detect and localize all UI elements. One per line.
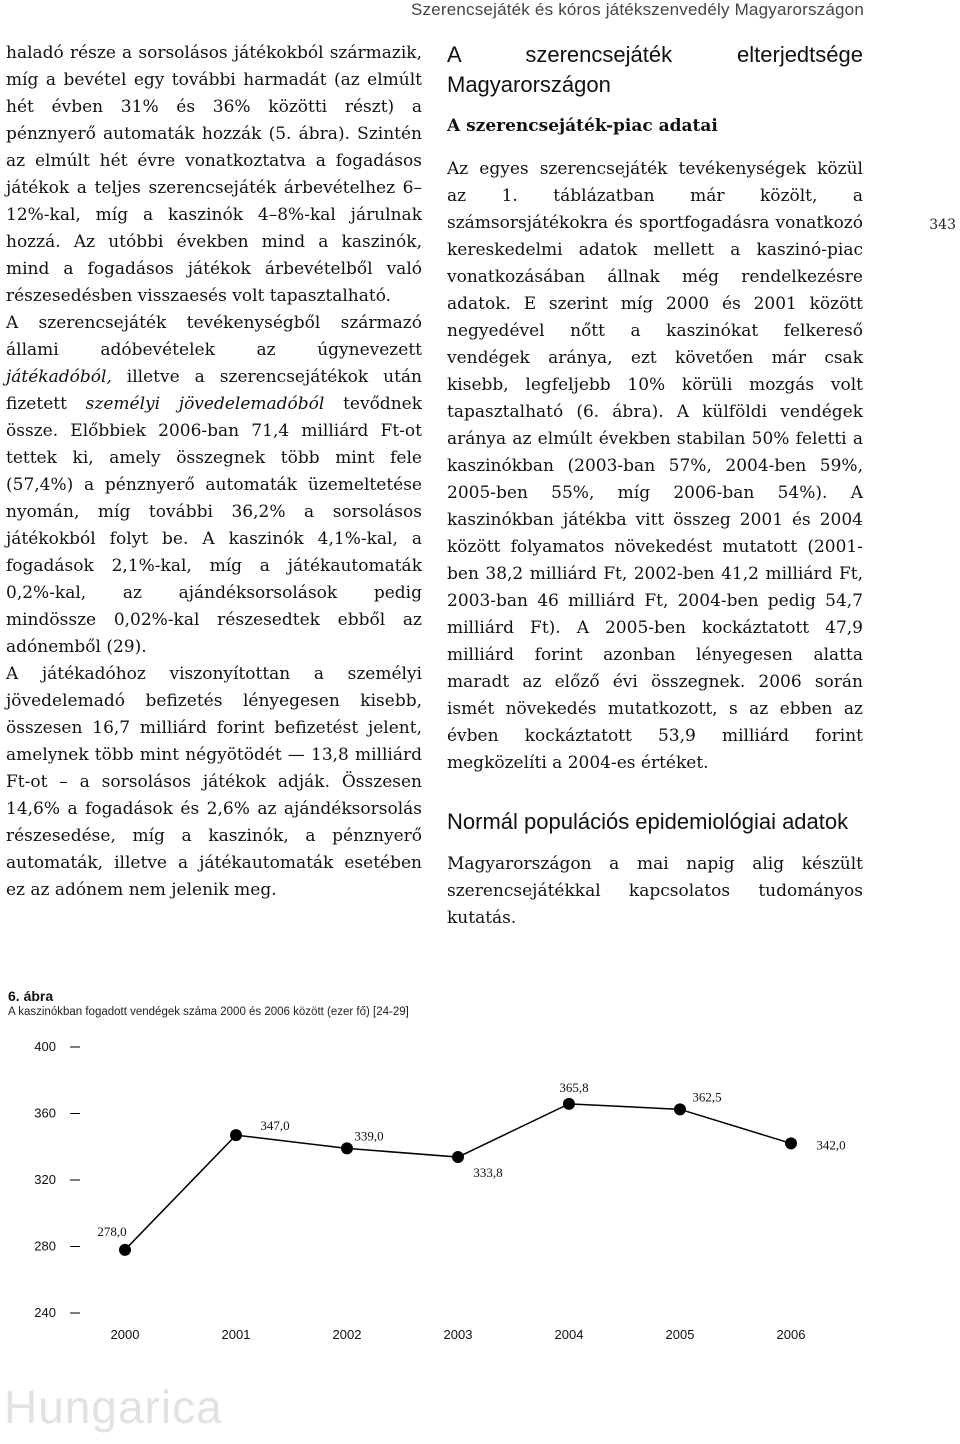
paragraph: Magyarországon a mai napig alig készült szerencsejátékkal kapcsolatos tudományos kutatás. [447, 854, 863, 928]
x-tick-label: 2003 [443, 1327, 473, 1342]
data-point [452, 1151, 464, 1163]
figure-caption: A kaszinókban fogadott vendégek száma 2000 és 2006 között (ezer fő) [24-29] [8, 1006, 409, 1018]
y-tick-label: 400 [34, 1039, 56, 1054]
x-tick-label: 2001 [221, 1327, 251, 1342]
data-label: 333,8 [473, 1165, 503, 1181]
data-label: 365,8 [559, 1079, 589, 1095]
paragraph: haladó része a sorsolásos játékokból származik, míg a bevétel egy további harmadát (az elmúlt hét évben 31% és 36% közötti részt) a pénznyerő automaták hozzák (5. ábra). Szintén az elmúlt hét évre vonatkoztatva a fogadásos játékok a teljes szerencsejáték árbevételhez 6–12%-kal, míg a kaszinók 4–8%-kal járulnak hozzá. Az utóbbi években mind a kaszinók, mind a fogadásos játékok árbevételből való részesedésben visszaesés volt tapasztalható. [6, 43, 422, 306]
right-column [447, 40, 863, 932]
y-tick-label: 280 [34, 1238, 56, 1254]
figure-label: 6. ábra [8, 988, 54, 1004]
y-tick-label: 240 [34, 1305, 56, 1320]
emphasis: játékadóból, [6, 367, 112, 387]
paragraph: Az egyes szerencsejáték tevékenységek közül az 1. táblázatban már közölt, a számsorsjátékokra és sportfogadásra vonatkozó kereskedelmi adatok mellett a kaszinó-piac vonatkozásában állnak még rendelkezésre adatok. E szerint míg 2000 és 2001 között negyedével nőtt a kaszinókat felkereső vendégek aránya, ezt követően már csak kisebb, legfeljebb 10% körüli mozgás volt tapasztalható (6. ábra). A külföldi vendégek aránya az elmúlt években stabilan 50% feletti a kaszinókban (2003-ban 57%, 2004-ben 59%, 2005-ben 55%, míg 2006-ban 54%). A kaszinókban játékba vitt összeg 2001 és 2004 között folyamatos növekedést mutatott (2001-ben 38,2 milliárd Ft, 2002-ben 41,2 milliárd Ft, 2003-ban 46 milliárd Ft, 2004-ben pedig 54,7 milliárd Ft). A 2005-ben kockáztatott 47,9 milliárd forint azonban lényegesen alatta maradt az előző évi összegnek. 2006 során ismét növekedés mutatkozott, s az ebben az évben kockáztatott 53,9 milliárd forint megközelíti a 2004-es értéket. [447, 159, 863, 773]
data-point [230, 1129, 242, 1141]
data-label: 278,0 [97, 1223, 127, 1239]
x-tick-label: 2005 [665, 1327, 695, 1342]
x-tick-label: 2002 [332, 1327, 362, 1342]
line-chart [0, 988, 960, 1388]
data-point [674, 1103, 686, 1115]
paragraph [6, 310, 422, 661]
data-point [785, 1137, 797, 1149]
left-column [6, 40, 422, 904]
running-header: Szerencsejáték és kóros játékszenvedély Magyarországon [410, 0, 864, 19]
section-title: A szerencsejáték elterjedtsége Magyarországon [447, 42, 863, 97]
y-tick-label: 360 [34, 1105, 56, 1121]
data-label: 339,0 [354, 1128, 384, 1144]
x-tick-label: 2000 [110, 1327, 140, 1342]
figure [0, 988, 960, 1388]
emphasis: személyi jövedelemadóból [85, 394, 325, 414]
data-point [563, 1098, 575, 1110]
page-number: 343 [929, 217, 956, 233]
data-point [119, 1244, 131, 1256]
x-tick-label: 2006 [776, 1327, 806, 1342]
data-label: 362,5 [692, 1089, 722, 1105]
section-title: Normál populációs epidemiológiai adatok [447, 809, 849, 834]
text-run: tevődnek össze. Előbbiek 2006-ban 71,4 milliárd Ft-ot tettek ki, amely összegnek több mint fele (57,4%) a pénznyerő automaták üzemeltetése nyomán, míg további 36,2% a sorsolásos játékokból folyt be. A kaszinók 4,1%-kal, a fogadások 2,1%-kal, míg a játékautomaták 0,2%-kal, az ajándéksorsolások pedig mindössze 0,02%-kal részesedtek ebből az adónemből (29). [6, 394, 423, 657]
paragraph: A játékadóhoz viszonyítottan a személyi jövedelemadó befizetés lényegesen kisebb, összesen 16,7 milliárd forint befizetést jelent, amelynek több mint négyötödét — 13,8 milliárd Ft-ot – a sorsolásos játékok adják. Összesen 14,6% a fogadások és 2,6% az ajándéksorsolás részesedése, míg a kaszinók, a pénznyerő automaták, illetve a játékautomaták esetében ez az adónem nem jelenik meg. [6, 664, 422, 900]
data-label: 347,0 [260, 1118, 290, 1134]
text-run: illetve a szerencsejátékok után fizetett [6, 367, 422, 414]
data-point [341, 1142, 353, 1154]
series-line [125, 1104, 791, 1250]
x-tick-label: 2004 [554, 1327, 584, 1342]
text-run: A szerencsejáték tevékenységből származó állami adóbevételek az úgynevezett [6, 313, 422, 360]
watermark: Hungarica [4, 1381, 223, 1433]
y-tick-label: 320 [34, 1172, 56, 1187]
subsection-title: A szerencsejáték-piac adatai [447, 116, 718, 136]
data-label: 342,0 [816, 1137, 846, 1153]
